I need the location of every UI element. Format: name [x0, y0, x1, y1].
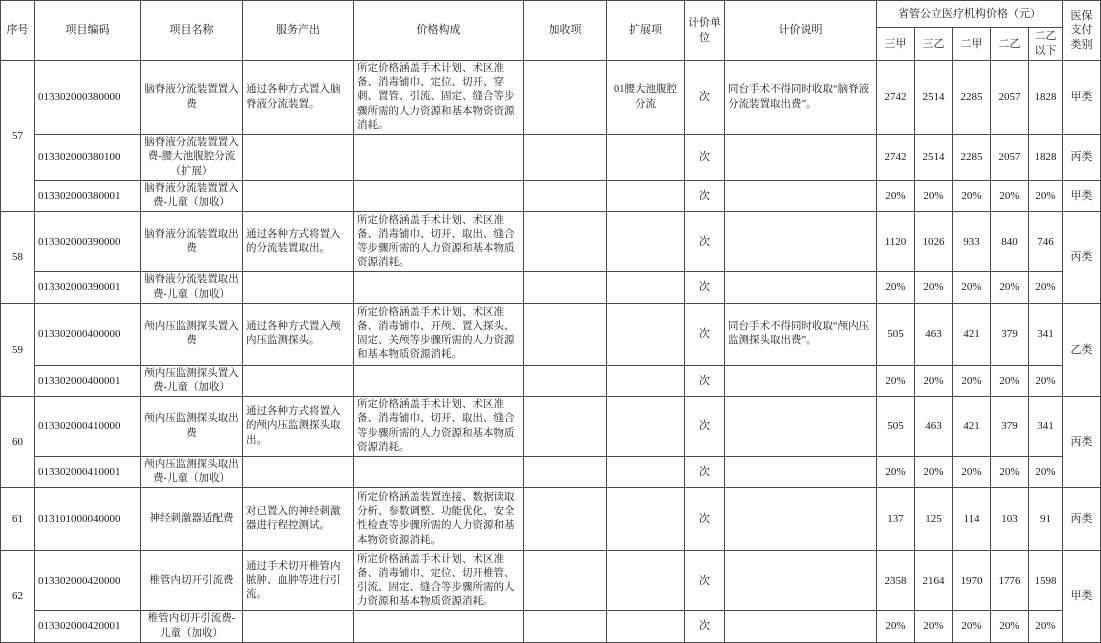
price-cell-tier-5: 20%	[1029, 611, 1063, 642]
price-cell-tier-2: 125	[915, 488, 953, 551]
name-cell: 神经刺激器适配费	[141, 488, 243, 551]
seq-cell: 58	[1, 212, 35, 303]
header-unit: 计价单位	[685, 1, 725, 61]
insurance-cell: 甲类	[1063, 551, 1101, 642]
name-cell: 颅内压监测探头取出费	[141, 397, 243, 457]
price-cell-tier-5: 341	[1029, 397, 1063, 457]
price-cell-tier-5: 20%	[1029, 181, 1063, 212]
composition-cell	[354, 272, 524, 303]
note-cell	[725, 365, 877, 396]
addon-cell	[524, 303, 607, 365]
composition-cell: 所定价格涵盖手术计划、术区准备、消毒铺巾、切开、取出、缝合等步骤所需的人力资源和基本物质资源消耗。	[354, 397, 524, 457]
price-cell-tier-2: 2514	[915, 135, 953, 181]
note-cell	[725, 135, 877, 181]
extension-cell	[607, 365, 685, 396]
unit-cell: 次	[685, 272, 725, 303]
price-cell-tier-1: 20%	[877, 272, 915, 303]
price-cell-tier-2: 1026	[915, 212, 953, 272]
price-cell-tier-4: 20%	[991, 272, 1029, 303]
table-row	[1, 611, 1101, 642]
extension-cell	[607, 488, 685, 551]
code-cell: 013101000040000	[35, 488, 141, 551]
price-cell-tier-4: 20%	[991, 611, 1029, 642]
price-cell-tier-1: 20%	[877, 611, 915, 642]
price-cell-tier-4: 20%	[991, 457, 1029, 488]
price-cell-tier-1: 505	[877, 397, 915, 457]
table-row	[1, 303, 1101, 365]
note-cell	[725, 457, 877, 488]
code-cell: 013302000420000	[35, 551, 141, 611]
seq-cell: 57	[1, 61, 35, 212]
price-cell-tier-3: 933	[953, 212, 991, 272]
table-row	[1, 212, 1101, 272]
composition-cell: 所定价格涵盖手术计划、术区准备、消毒铺巾、定位、切开、穿刺、置管、引流、固定、缝合等步骤所需的人力资源和基本物资资源消耗。	[354, 61, 524, 135]
header-price-group: 省管公立医疗机构价格（元）	[877, 1, 1063, 28]
output-cell: 通过各种方式将置入的颅内压监测探头取出。	[243, 397, 354, 457]
code-cell: 013302000420001	[35, 611, 141, 642]
price-cell-tier-4: 379	[991, 303, 1029, 365]
insurance-cell: 丙类	[1063, 488, 1101, 551]
header-tier-4: 二乙	[991, 28, 1029, 61]
extension-cell	[607, 611, 685, 642]
price-cell-tier-4: 20%	[991, 365, 1029, 396]
header-tier-1: 三甲	[877, 28, 915, 61]
addon-cell	[524, 61, 607, 135]
table-row	[1, 135, 1101, 181]
name-cell: 脑脊液分流装置置入费-腰大池腹腔分流（扩展）	[141, 135, 243, 181]
insurance-cell: 乙类	[1063, 303, 1101, 396]
composition-cell	[354, 611, 524, 642]
addon-cell	[524, 551, 607, 611]
name-cell: 颅内压监测探头置入费-儿童（加收）	[141, 365, 243, 396]
table-row	[1, 365, 1101, 396]
insurance-cell: 甲类	[1063, 61, 1101, 135]
header-code: 项目编码	[35, 1, 141, 61]
price-cell-tier-1: 137	[877, 488, 915, 551]
price-cell-tier-5: 1828	[1029, 135, 1063, 181]
extension-cell	[607, 272, 685, 303]
price-cell-tier-5: 746	[1029, 212, 1063, 272]
price-cell-tier-3: 114	[953, 488, 991, 551]
table-body	[1, 61, 1101, 643]
price-cell-tier-3: 1970	[953, 551, 991, 611]
price-cell-tier-5: 91	[1029, 488, 1063, 551]
price-cell-tier-2: 20%	[915, 611, 953, 642]
price-cell-tier-3: 20%	[953, 365, 991, 396]
table-row	[1, 181, 1101, 212]
note-cell: 同台手术不得同时收取“脑脊液分流装置取出费”。	[725, 61, 877, 135]
header-tier-5: 二乙以下	[1029, 28, 1063, 61]
note-cell	[725, 272, 877, 303]
name-cell: 脑脊液分流装置取出费-儿童（加收）	[141, 272, 243, 303]
price-cell-tier-3: 421	[953, 397, 991, 457]
name-cell: 椎管内切开引流费-儿童（加收）	[141, 611, 243, 642]
price-cell-tier-1: 2742	[877, 135, 915, 181]
price-cell-tier-2: 20%	[915, 457, 953, 488]
unit-cell: 次	[685, 181, 725, 212]
price-cell-tier-1: 1120	[877, 212, 915, 272]
addon-cell	[524, 212, 607, 272]
insurance-cell: 丙类	[1063, 397, 1101, 488]
composition-cell: 所定价格涵盖手术计划、术区准备、消毒铺巾、开颅、置入探头、固定、关颅等步骤所需的人力资源和基本物质资源消耗。	[354, 303, 524, 365]
seq-cell: 60	[1, 397, 35, 488]
price-cell-tier-2: 20%	[915, 272, 953, 303]
price-cell-tier-2: 463	[915, 303, 953, 365]
note-cell	[725, 397, 877, 457]
price-cell-tier-2: 20%	[915, 365, 953, 396]
price-cell-tier-5: 1598	[1029, 551, 1063, 611]
header-output: 服务产出	[243, 1, 354, 61]
addon-cell	[524, 397, 607, 457]
price-cell-tier-3: 20%	[953, 181, 991, 212]
output-cell	[243, 611, 354, 642]
header-extension: 扩展项	[607, 1, 685, 61]
extension-cell: 01腰大池腹腔分流	[607, 61, 685, 135]
unit-cell: 次	[685, 551, 725, 611]
code-cell: 013302000380001	[35, 181, 141, 212]
price-cell-tier-3: 2285	[953, 135, 991, 181]
price-cell-tier-1: 20%	[877, 457, 915, 488]
price-cell-tier-4: 379	[991, 397, 1029, 457]
composition-cell	[354, 365, 524, 396]
code-cell: 013302000390001	[35, 272, 141, 303]
price-cell-tier-4: 20%	[991, 181, 1029, 212]
extension-cell	[607, 397, 685, 457]
code-cell: 013302000400001	[35, 365, 141, 396]
price-cell-tier-5: 20%	[1029, 365, 1063, 396]
header-insurance: 医保支付类别	[1063, 1, 1101, 61]
price-cell-tier-2: 463	[915, 397, 953, 457]
header-tier-3: 二甲	[953, 28, 991, 61]
output-cell	[243, 457, 354, 488]
insurance-cell: 甲类	[1063, 181, 1101, 212]
output-cell: 对已置入的神经刺激器进行程控测试。	[243, 488, 354, 551]
price-cell-tier-2: 20%	[915, 181, 953, 212]
composition-cell	[354, 181, 524, 212]
price-cell-tier-5: 20%	[1029, 457, 1063, 488]
output-cell: 通过各种方式置入颅内压监测探头。	[243, 303, 354, 365]
header-composition: 价格构成	[354, 1, 524, 61]
composition-cell	[354, 135, 524, 181]
unit-cell: 次	[685, 303, 725, 365]
name-cell: 脑脊液分流装置置入费-儿童（加收）	[141, 181, 243, 212]
price-cell-tier-4: 840	[991, 212, 1029, 272]
output-cell: 通过各种方式将置入的分流装置取出。	[243, 212, 354, 272]
unit-cell: 次	[685, 488, 725, 551]
addon-cell	[524, 181, 607, 212]
note-cell	[725, 212, 877, 272]
extension-cell	[607, 212, 685, 272]
note-cell	[725, 181, 877, 212]
extension-cell	[607, 303, 685, 365]
price-cell-tier-1: 20%	[877, 181, 915, 212]
table-row	[1, 397, 1101, 457]
price-cell-tier-3: 20%	[953, 457, 991, 488]
unit-cell: 次	[685, 135, 725, 181]
note-cell: 同台手术不得同时收取“颅内压监测探头取出费”。	[725, 303, 877, 365]
note-cell	[725, 488, 877, 551]
name-cell: 脑脊液分流装置取出费	[141, 212, 243, 272]
code-cell: 013302000380100	[35, 135, 141, 181]
header-addon: 加收项	[524, 1, 607, 61]
code-cell: 013302000380000	[35, 61, 141, 135]
header-seq: 序号	[1, 1, 35, 61]
price-cell-tier-1: 2742	[877, 61, 915, 135]
price-cell-tier-3: 20%	[953, 611, 991, 642]
table-row	[1, 272, 1101, 303]
addon-cell	[524, 611, 607, 642]
price-cell-tier-2: 2514	[915, 61, 953, 135]
table-row	[1, 551, 1101, 611]
header-tier-2: 三乙	[915, 28, 953, 61]
unit-cell: 次	[685, 457, 725, 488]
unit-cell: 次	[685, 212, 725, 272]
composition-cell: 所定价格涵盖手术计划、术区准备、消毒铺巾、切开、取出、缝合等步骤所需的人力资源和基本物质资源消耗。	[354, 212, 524, 272]
unit-cell: 次	[685, 611, 725, 642]
seq-cell: 59	[1, 303, 35, 396]
output-cell: 通过手术切开椎管内脓肿、血肿等进行引流。	[243, 551, 354, 611]
name-cell: 脑脊液分流装置置入费	[141, 61, 243, 135]
extension-cell	[607, 135, 685, 181]
code-cell: 013302000390000	[35, 212, 141, 272]
composition-cell: 所定价格涵盖手术计划、术区准备、消毒铺巾、定位、切开椎管、引流、固定、缝合等步骤所需的人力资源和基本物质资源消耗。	[354, 551, 524, 611]
price-cell-tier-1: 20%	[877, 365, 915, 396]
addon-cell	[524, 272, 607, 303]
composition-cell	[354, 457, 524, 488]
addon-cell	[524, 457, 607, 488]
output-cell	[243, 272, 354, 303]
table-row	[1, 61, 1101, 135]
code-cell: 013302000400000	[35, 303, 141, 365]
header-name: 项目名称	[141, 1, 243, 61]
output-cell	[243, 135, 354, 181]
addon-cell	[524, 135, 607, 181]
extension-cell	[607, 551, 685, 611]
unit-cell: 次	[685, 397, 725, 457]
insurance-cell: 丙类	[1063, 212, 1101, 303]
output-cell	[243, 365, 354, 396]
price-cell-tier-5: 341	[1029, 303, 1063, 365]
addon-cell	[524, 365, 607, 396]
price-cell-tier-4: 2057	[991, 135, 1029, 181]
note-cell	[725, 611, 877, 642]
extension-cell	[607, 457, 685, 488]
output-cell	[243, 181, 354, 212]
table-header	[1, 1, 1101, 61]
unit-cell: 次	[685, 365, 725, 396]
table-row	[1, 457, 1101, 488]
addon-cell	[524, 488, 607, 551]
unit-cell: 次	[685, 61, 725, 135]
price-cell-tier-4: 1776	[991, 551, 1029, 611]
insurance-cell: 丙类	[1063, 135, 1101, 181]
seq-cell: 61	[1, 488, 35, 551]
name-cell: 颅内压监测探头取出费-儿童（加收）	[141, 457, 243, 488]
price-cell-tier-4: 103	[991, 488, 1029, 551]
price-cell-tier-5: 1828	[1029, 61, 1063, 135]
output-cell: 通过各种方式置入脑脊液分流装置。	[243, 61, 354, 135]
table-row	[1, 488, 1101, 551]
price-cell-tier-1: 505	[877, 303, 915, 365]
price-cell-tier-2: 2164	[915, 551, 953, 611]
name-cell: 椎管内切开引流费	[141, 551, 243, 611]
code-cell: 013302000410001	[35, 457, 141, 488]
name-cell: 颅内压监测探头置入费	[141, 303, 243, 365]
price-cell-tier-3: 2285	[953, 61, 991, 135]
note-cell	[725, 551, 877, 611]
code-cell: 013302000410000	[35, 397, 141, 457]
price-cell-tier-4: 2057	[991, 61, 1029, 135]
price-cell-tier-5: 20%	[1029, 272, 1063, 303]
composition-cell: 所定价格涵盖装置连接、数据读取分析、参数调整、功能优化、安全性检查等步骤所需的人力资源和基本物资资源消耗。	[354, 488, 524, 551]
price-cell-tier-1: 2358	[877, 551, 915, 611]
header-note: 计价说明	[725, 1, 877, 61]
extension-cell	[607, 181, 685, 212]
price-cell-tier-3: 421	[953, 303, 991, 365]
price-cell-tier-3: 20%	[953, 272, 991, 303]
seq-cell: 62	[1, 551, 35, 642]
